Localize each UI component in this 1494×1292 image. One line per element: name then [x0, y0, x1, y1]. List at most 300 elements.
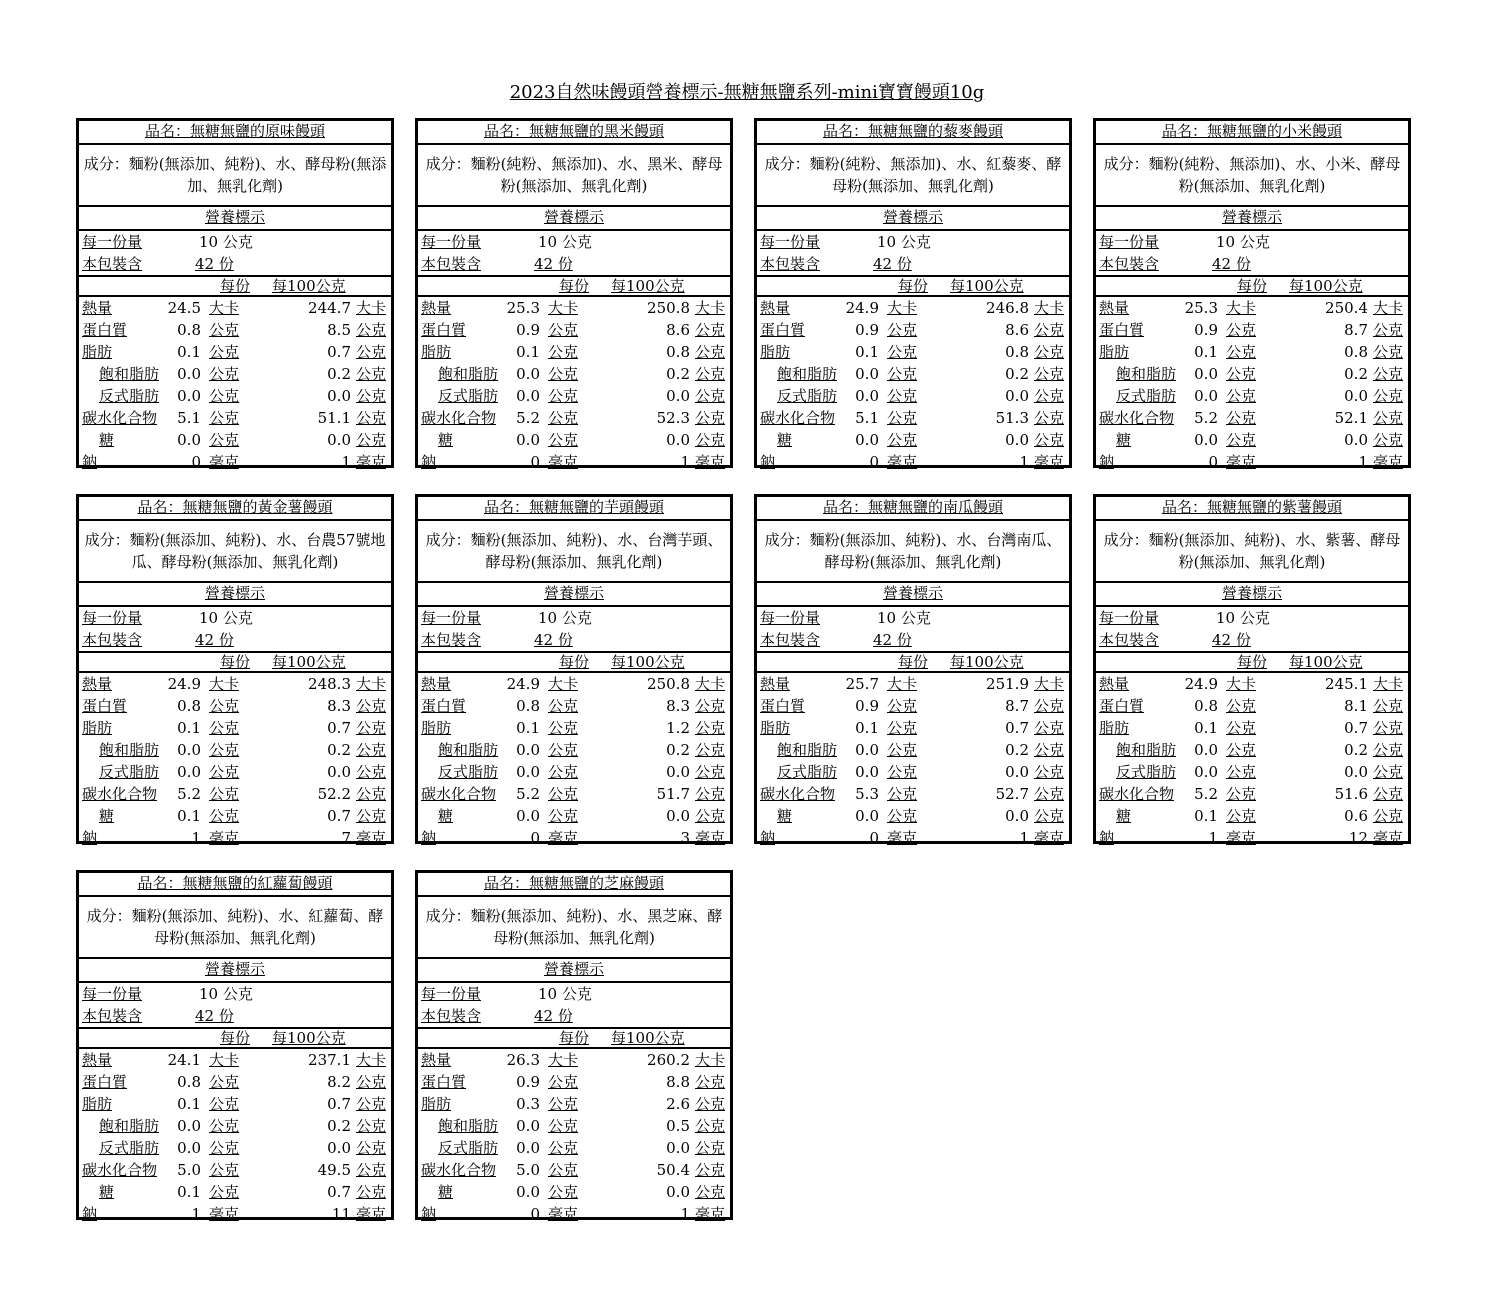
- pack-label: 本包裝含: [421, 255, 482, 273]
- per-100g-value: 49.5: [317, 1161, 351, 1179]
- nutrient-label: 鈉: [82, 1205, 98, 1223]
- nutrient-label: 飽和脂肪: [1116, 365, 1177, 383]
- per-serving-unit: 公克: [1226, 409, 1257, 427]
- serving-value: 10 公克: [538, 233, 592, 251]
- per-100g-value: 52.3: [656, 409, 690, 427]
- per-100g-value: 0.8: [1344, 343, 1368, 361]
- nutrient-row: [1096, 407, 1408, 429]
- pack-value: 42 份: [195, 255, 234, 273]
- nutrient-label: 脂肪: [421, 1095, 452, 1113]
- per-100g-value: 251.9: [986, 675, 1029, 693]
- nutrient-row: [418, 673, 730, 695]
- per-serving-unit: 公克: [209, 719, 240, 737]
- product-name: 品名：無糖無鹽的小米饅頭: [1096, 121, 1408, 145]
- nutrient-label: 鈉: [421, 453, 437, 471]
- serving-row: [79, 231, 391, 253]
- serving-label: 每一份量: [82, 609, 143, 627]
- nutrient-row: [757, 739, 1069, 761]
- per-100g-value: 0.7: [327, 343, 351, 361]
- per-serving-value: 0.1: [516, 343, 540, 361]
- per-100g-unit: 公克: [1373, 365, 1404, 383]
- per-serving-value: 0.8: [177, 697, 201, 715]
- per-100g-unit: 公克: [695, 719, 726, 737]
- per-100g-value: 0.0: [1344, 387, 1368, 405]
- per-100g-value: 244.7: [308, 299, 351, 317]
- column-header-row: [1096, 651, 1408, 673]
- product-name: 品名：無糖無鹽的原味饅頭: [79, 121, 391, 145]
- per-serving-unit: 公克: [1226, 741, 1257, 759]
- column-header-row: [418, 275, 730, 297]
- per-serving-unit: 公克: [887, 697, 918, 715]
- per-100g-header: 每100公克: [1289, 277, 1363, 295]
- per-serving-value: 0.0: [855, 763, 879, 781]
- per-serving-unit: 公克: [548, 807, 579, 825]
- per-100g-value: 0.2: [327, 365, 351, 383]
- per-serving-header: 每份: [559, 1029, 590, 1047]
- section-heading: 營養標示: [1096, 583, 1408, 607]
- per-100g-unit: 公克: [1373, 785, 1404, 803]
- nutrient-label: 熱量: [421, 1051, 452, 1069]
- per-serving-value: 0.1: [1194, 719, 1218, 737]
- per-100g-unit: 毫克: [1034, 453, 1065, 471]
- per-100g-value: 1: [680, 453, 690, 471]
- column-header-row: [418, 651, 730, 673]
- per-100g-unit: 毫克: [1373, 829, 1404, 847]
- pack-label: 本包裝含: [82, 631, 143, 649]
- serving-row: [418, 231, 730, 253]
- nutrient-row: [79, 827, 391, 845]
- per-serving-unit: 公克: [887, 785, 918, 803]
- per-100g-value: 0.0: [327, 431, 351, 449]
- per-serving-unit: 公克: [1226, 321, 1257, 339]
- per-serving-unit: 公克: [1226, 431, 1257, 449]
- ingredients: 成分：麵粉(無添加、純粉)、水、台灣芋頭、酵母粉(無添加、無乳化劑): [418, 521, 730, 583]
- per-100g-value: 248.3: [308, 675, 351, 693]
- nutrient-label: 熱量: [82, 1051, 113, 1069]
- per-serving-unit: 大卡: [209, 299, 240, 317]
- pack-value: 42 份: [534, 631, 573, 649]
- per-serving-unit: 公克: [209, 1183, 240, 1201]
- per-100g-value: 8.7: [1005, 697, 1029, 715]
- per-100g-unit: 公克: [695, 321, 726, 339]
- nutrient-row: [1096, 341, 1408, 363]
- per-100g-value: 8.2: [327, 1073, 351, 1091]
- per-100g-unit: 公克: [695, 343, 726, 361]
- per-100g-unit: 公克: [356, 1073, 387, 1091]
- serving-label: 每一份量: [1099, 233, 1160, 251]
- per-100g-unit: 公克: [1034, 807, 1065, 825]
- per-100g-value: 0.7: [327, 1095, 351, 1113]
- nutrient-label: 鈉: [760, 453, 776, 471]
- nutrition-card: [76, 118, 394, 471]
- column-header-row: [757, 651, 1069, 673]
- per-serving-unit: 公克: [209, 1073, 240, 1091]
- per-serving-value: 0.1: [1194, 807, 1218, 825]
- nutrient-label: 脂肪: [760, 719, 791, 737]
- nutrient-label: 糖: [1116, 431, 1132, 449]
- nutrient-row: [418, 1203, 730, 1221]
- per-serving-unit: 公克: [548, 785, 579, 803]
- per-100g-unit: 公克: [695, 1183, 726, 1201]
- per-100g-unit: 大卡: [1373, 299, 1404, 317]
- nutrient-label: 熱量: [1099, 675, 1130, 693]
- per-100g-value: 52.7: [995, 785, 1029, 803]
- nutrient-label: 熱量: [760, 675, 791, 693]
- per-serving-unit: 公克: [548, 343, 579, 361]
- per-100g-unit: 公克: [1373, 409, 1404, 427]
- nutrient-row: [1096, 319, 1408, 341]
- per-serving-unit: 毫克: [548, 829, 579, 847]
- serving-label: 每一份量: [1099, 609, 1160, 627]
- per-100g-value: 0.6: [1344, 807, 1368, 825]
- per-serving-unit: 公克: [887, 365, 918, 383]
- per-serving-value: 0.1: [177, 1095, 201, 1113]
- nutrient-row: [79, 341, 391, 363]
- per-serving-unit: 公克: [209, 321, 240, 339]
- per-serving-value: 0.0: [177, 365, 201, 383]
- nutrient-label: 鈉: [82, 829, 98, 847]
- per-serving-value: 0.0: [516, 1183, 540, 1201]
- per-100g-value: 7: [341, 829, 351, 847]
- serving-label: 每一份量: [82, 985, 143, 1003]
- nutrient-row: [79, 1181, 391, 1203]
- per-100g-unit: 公克: [1373, 807, 1404, 825]
- per-100g-unit: 公克: [695, 1073, 726, 1091]
- per-100g-unit: 公克: [1373, 763, 1404, 781]
- nutrition-card: [415, 870, 733, 1223]
- per-100g-unit: 公克: [1034, 365, 1065, 383]
- per-serving-value: 0.0: [516, 1139, 540, 1157]
- per-100g-value: 51.1: [317, 409, 351, 427]
- per-serving-value: 1: [191, 829, 201, 847]
- per-serving-unit: 公克: [548, 1073, 579, 1091]
- nutrient-label: 飽和脂肪: [99, 365, 160, 383]
- per-100g-unit: 公克: [695, 431, 726, 449]
- per-serving-unit: 毫克: [887, 829, 918, 847]
- product-name: 品名：無糖無鹽的紅蘿蔔饅頭: [79, 873, 391, 897]
- product-name: 品名：無糖無鹽的藜麥饅頭: [757, 121, 1069, 145]
- nutrient-row: [1096, 673, 1408, 695]
- per-100g-value: 0.2: [1005, 741, 1029, 759]
- pack-label: 本包裝含: [1099, 255, 1160, 273]
- ingredients: 成分：麵粉(無添加、純粉)、水、紫薯、酵母粉(無添加、無乳化劑): [1096, 521, 1408, 583]
- per-serving-value: 25.3: [1184, 299, 1218, 317]
- pack-label: 本包裝含: [82, 255, 143, 273]
- nutrient-row: [757, 451, 1069, 469]
- per-100g-unit: 毫克: [1373, 453, 1404, 471]
- per-100g-unit: 公克: [356, 343, 387, 361]
- serving-value: 10 公克: [1216, 233, 1270, 251]
- section-heading: 營養標示: [79, 959, 391, 983]
- per-serving-value: 0.1: [177, 719, 201, 737]
- nutrient-row: [418, 761, 730, 783]
- per-serving-value: 0.0: [855, 431, 879, 449]
- nutrient-row: [757, 341, 1069, 363]
- per-100g-unit: 公克: [1034, 763, 1065, 781]
- per-100g-unit: 公克: [356, 1095, 387, 1113]
- per-serving-unit: 公克: [1226, 387, 1257, 405]
- nutrient-label: 鈉: [1099, 453, 1115, 471]
- per-serving-value: 0.0: [177, 741, 201, 759]
- per-100g-value: 0.7: [327, 1183, 351, 1201]
- section-heading: 營養標示: [757, 207, 1069, 231]
- section-heading: 營養標示: [418, 207, 730, 231]
- per-100g-value: 11: [331, 1205, 351, 1223]
- nutrient-label: 熱量: [421, 675, 452, 693]
- column-header-row: [1096, 275, 1408, 297]
- nutrient-label: 飽和脂肪: [438, 741, 499, 759]
- per-100g-unit: 大卡: [1373, 675, 1404, 693]
- pack-row: [1096, 629, 1408, 651]
- pack-label: 本包裝含: [760, 631, 821, 649]
- nutrient-label: 碳水化合物: [421, 785, 497, 803]
- per-100g-unit: 大卡: [356, 299, 387, 317]
- nutrient-row: [79, 1071, 391, 1093]
- per-100g-value: 0.0: [666, 1139, 690, 1157]
- per-serving-value: 0.0: [855, 741, 879, 759]
- per-serving-value: 0.0: [855, 807, 879, 825]
- nutrient-row: [757, 827, 1069, 845]
- pack-value: 42 份: [873, 255, 912, 273]
- per-100g-value: 3: [680, 829, 690, 847]
- per-100g-value: 0.8: [1005, 343, 1029, 361]
- nutrient-row: [418, 1049, 730, 1071]
- per-100g-header: 每100公克: [950, 653, 1024, 671]
- nutrient-row: [79, 761, 391, 783]
- per-serving-value: 5.1: [855, 409, 879, 427]
- per-serving-unit: 公克: [548, 365, 579, 383]
- nutrient-row: [1096, 363, 1408, 385]
- per-serving-unit: 公克: [209, 807, 240, 825]
- nutrient-label: 脂肪: [1099, 719, 1130, 737]
- column-header-row: [79, 275, 391, 297]
- nutrient-row: [79, 1093, 391, 1115]
- per-serving-unit: 大卡: [209, 1051, 240, 1069]
- per-serving-value: 5.0: [516, 1161, 540, 1179]
- per-serving-unit: 公克: [548, 697, 579, 715]
- pack-value: 42 份: [873, 631, 912, 649]
- per-serving-value: 0: [869, 453, 879, 471]
- nutrient-row: [418, 297, 730, 319]
- per-serving-value: 0.3: [516, 1095, 540, 1113]
- nutrient-row: [757, 783, 1069, 805]
- nutrient-label: 糖: [777, 807, 793, 825]
- per-serving-header: 每份: [559, 277, 590, 295]
- per-serving-header: 每份: [898, 277, 929, 295]
- nutrient-row: [1096, 385, 1408, 407]
- nutrient-row: [1096, 429, 1408, 451]
- per-100g-value: 1: [1019, 829, 1029, 847]
- per-100g-value: 0.0: [666, 807, 690, 825]
- per-serving-header: 每份: [559, 653, 590, 671]
- per-100g-unit: 公克: [356, 365, 387, 383]
- nutrient-label: 糖: [1116, 807, 1132, 825]
- per-serving-header: 每份: [220, 277, 251, 295]
- per-100g-value: 0.2: [1005, 365, 1029, 383]
- per-serving-unit: 公克: [548, 763, 579, 781]
- per-serving-value: 0.8: [1194, 697, 1218, 715]
- per-100g-unit: 公克: [1373, 741, 1404, 759]
- per-100g-unit: 公克: [356, 431, 387, 449]
- per-100g-value: 8.1: [1344, 697, 1368, 715]
- per-100g-value: 1: [1358, 453, 1368, 471]
- nutrient-label: 反式脂肪: [438, 763, 499, 781]
- per-100g-unit: 毫克: [356, 453, 387, 471]
- nutrient-label: 糖: [438, 807, 454, 825]
- pack-value: 42 份: [534, 255, 573, 273]
- nutrient-row: [418, 739, 730, 761]
- nutrient-row: [757, 363, 1069, 385]
- per-100g-header: 每100公克: [950, 277, 1024, 295]
- nutrient-row: [418, 451, 730, 469]
- per-100g-unit: 公克: [1373, 719, 1404, 737]
- per-serving-value: 0.0: [1194, 365, 1218, 383]
- per-100g-value: 0.0: [666, 1183, 690, 1201]
- nutrient-label: 蛋白質: [82, 321, 128, 339]
- nutrient-label: 脂肪: [421, 719, 452, 737]
- nutrient-label: 碳水化合物: [421, 1161, 497, 1179]
- nutrient-row: [79, 319, 391, 341]
- per-100g-value: 0.0: [327, 1139, 351, 1157]
- nutrition-card: [754, 494, 1072, 847]
- per-100g-unit: 公克: [695, 697, 726, 715]
- pack-row: [757, 629, 1069, 651]
- per-serving-unit: 公克: [548, 431, 579, 449]
- per-100g-unit: 公克: [695, 1161, 726, 1179]
- nutrient-label: 糖: [777, 431, 793, 449]
- per-100g-value: 0.8: [666, 343, 690, 361]
- nutrient-row: [418, 1159, 730, 1181]
- per-serving-value: 5.2: [516, 785, 540, 803]
- per-serving-unit: 公克: [209, 1095, 240, 1113]
- per-100g-value: 246.8: [986, 299, 1029, 317]
- per-100g-value: 8.3: [666, 697, 690, 715]
- pack-row: [1096, 253, 1408, 275]
- nutrient-row: [418, 1071, 730, 1093]
- nutrition-card: [754, 118, 1072, 471]
- nutrient-label: 反式脂肪: [99, 763, 160, 781]
- nutrient-label: 糖: [99, 431, 115, 449]
- column-header-row: [418, 1027, 730, 1049]
- per-100g-header: 每100公克: [272, 1029, 346, 1047]
- serving-row: [418, 983, 730, 1005]
- nutrient-label: 反式脂肪: [1116, 387, 1177, 405]
- per-serving-unit: 公克: [209, 1161, 240, 1179]
- nutrient-row: [757, 695, 1069, 717]
- nutrient-row: [418, 363, 730, 385]
- per-serving-unit: 公克: [1226, 763, 1257, 781]
- per-100g-unit: 公克: [356, 409, 387, 427]
- ingredients: 成分：麵粉(無添加、純粉)、水、台農57號地瓜、酵母粉(無添加、無乳化劑): [79, 521, 391, 583]
- nutrient-label: 鈉: [82, 453, 98, 471]
- per-100g-value: 0.0: [327, 387, 351, 405]
- nutrient-row: [1096, 297, 1408, 319]
- nutrient-row: [418, 429, 730, 451]
- per-serving-value: 24.9: [1184, 675, 1218, 693]
- nutrient-label: 糖: [438, 431, 454, 449]
- per-serving-value: 0: [530, 1205, 540, 1223]
- per-100g-unit: 公克: [356, 719, 387, 737]
- per-100g-unit: 公克: [1373, 431, 1404, 449]
- nutrient-row: [79, 717, 391, 739]
- per-100g-unit: 公克: [695, 741, 726, 759]
- per-100g-unit: 公克: [1034, 431, 1065, 449]
- per-100g-value: 250.8: [647, 299, 690, 317]
- per-serving-header: 每份: [220, 653, 251, 671]
- per-100g-value: 0.0: [1005, 431, 1029, 449]
- serving-label: 每一份量: [421, 985, 482, 1003]
- per-100g-value: 0.2: [327, 1117, 351, 1135]
- serving-label: 每一份量: [760, 609, 821, 627]
- section-heading: 營養標示: [79, 583, 391, 607]
- serving-label: 每一份量: [421, 609, 482, 627]
- nutrient-label: 熱量: [421, 299, 452, 317]
- per-serving-value: 0.0: [516, 807, 540, 825]
- nutrient-row: [1096, 717, 1408, 739]
- per-100g-unit: 毫克: [356, 829, 387, 847]
- per-100g-value: 8.6: [1005, 321, 1029, 339]
- per-serving-value: 0: [869, 829, 879, 847]
- per-serving-unit: 公克: [209, 365, 240, 383]
- per-100g-value: 0.2: [666, 365, 690, 383]
- per-100g-header: 每100公克: [611, 1029, 685, 1047]
- per-100g-unit: 公克: [356, 321, 387, 339]
- per-100g-unit: 公克: [1034, 409, 1065, 427]
- per-100g-unit: 公克: [1034, 785, 1065, 803]
- per-serving-unit: 公克: [887, 741, 918, 759]
- per-100g-unit: 大卡: [356, 675, 387, 693]
- nutrient-row: [757, 805, 1069, 827]
- pack-value: 42 份: [1212, 631, 1251, 649]
- per-100g-header: 每100公克: [272, 653, 346, 671]
- nutrient-row: [418, 1093, 730, 1115]
- per-serving-value: 0.8: [177, 321, 201, 339]
- per-serving-value: 0.1: [516, 719, 540, 737]
- per-100g-unit: 公克: [695, 785, 726, 803]
- nutrition-card: [76, 494, 394, 847]
- nutrient-row: [418, 783, 730, 805]
- per-100g-value: 0.0: [1005, 763, 1029, 781]
- per-100g-value: 0.7: [327, 719, 351, 737]
- per-serving-value: 24.1: [167, 1051, 201, 1069]
- nutrient-label: 反式脂肪: [777, 387, 838, 405]
- per-serving-unit: 公克: [887, 719, 918, 737]
- per-100g-value: 51.7: [656, 785, 690, 803]
- per-serving-value: 0.0: [1194, 431, 1218, 449]
- per-100g-unit: 公克: [1034, 321, 1065, 339]
- per-100g-unit: 大卡: [1034, 675, 1065, 693]
- nutrient-row: [79, 1203, 391, 1221]
- nutrient-row: [1096, 805, 1408, 827]
- nutrient-row: [418, 341, 730, 363]
- per-serving-unit: 大卡: [548, 1051, 579, 1069]
- per-serving-unit: 公克: [548, 1095, 579, 1113]
- per-100g-value: 0.7: [1344, 719, 1368, 737]
- per-100g-unit: 公克: [1034, 387, 1065, 405]
- pack-row: [79, 629, 391, 651]
- product-name: 品名：無糖無鹽的紫薯饅頭: [1096, 497, 1408, 521]
- per-serving-unit: 公克: [1226, 365, 1257, 383]
- per-serving-value: 1: [1208, 829, 1218, 847]
- ingredients: 成分：麵粉(無添加、純粉)、水、黑芝麻、酵母粉(無添加、無乳化劑): [418, 897, 730, 959]
- pack-value: 42 份: [195, 1007, 234, 1025]
- per-serving-unit: 公克: [887, 763, 918, 781]
- serving-value: 10 公克: [199, 985, 253, 1003]
- nutrition-card: [1093, 118, 1411, 471]
- nutrient-label: 反式脂肪: [99, 1139, 160, 1157]
- ingredients: 成分：麵粉(無添加、純粉)、水、紅蘿蔔、酵母粉(無添加、無乳化劑): [79, 897, 391, 959]
- per-serving-value: 0.0: [1194, 741, 1218, 759]
